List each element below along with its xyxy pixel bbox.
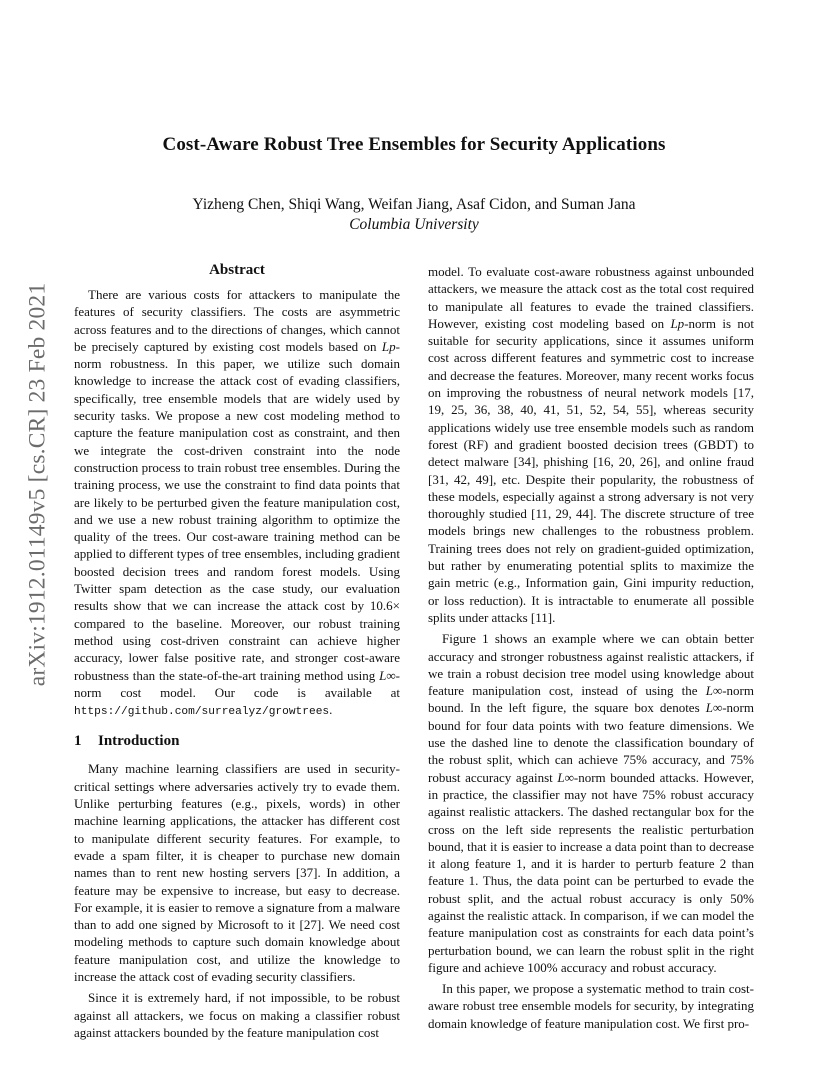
right-p1-text-b: -norm is not suitable for security applications, since it assumes uniform cost across different features and symmetric cost to increase and decrease the features. Moreover, many recent works focus on improving the robustness of neural network models [17, 19, 25, 36, 38, 40, 41, 51, 52, 54, 55], whereas security applications widely use tree ensemble models such as random forest (RF) and gradient boosted decision trees (GBDT) to detect malware [34], phishing [16, 20, 26], and online fraud [31, 42, 49], etc. Despite their popularity, the robustness of these models, especially against a strong adversary is not very thoroughly studied [11, 29, 44]. The discrete structure of tree models brings new challenges to the robustness problem. Training trees does not rely on gradient-guided optimization, but rather by enumerating potential splits to maximize the gain metric (e.g., Information gain, Gini impurity reduction, or loss reduction). It is intractable to enumerate all possible splits under attacks [11]. (428, 315, 754, 625)
section-number: 1 (74, 733, 82, 750)
intro-paragraph-1: Many machine learning classifiers are used in security-critical settings where adversaries actively try to evade them. Unlike perturbing features (e.g., pixels, words) in other machine learning applications, the attacker has different cost to manipulate different security features. For example, to evade a spam filter, it is cheaper to purchase new domain names than to rent new hosting servers [37]. In addition, a feature may be expensive to increase, but easy to decrease. For example, it is easier to remove a signature from a malware than to add one signed by Microsoft to it [27]. We need cost modeling methods to capture such domain knowledge about feature manipulation cost, and utilize the knowledge to increase the attack cost of evading security classifiers. (74, 761, 400, 984)
section-title: Introduction (98, 733, 180, 750)
abstract-period: . (329, 702, 333, 718)
right-p2-text-b: -norm bound. In the left figure, the square box denotes (428, 683, 754, 716)
linf-norm-symbol: L∞ (557, 769, 574, 785)
abstract-text-3: -norm cost model. Our code is available at (74, 667, 400, 700)
arxiv-stamp-text: arXiv:1912.01149v5 [cs.CR] 23 Feb 2021 (24, 282, 51, 686)
right-p2-text-a: Figure 1 shows an example where we can obtain better accuracy and stronger robustness against realistic attackers, if we train a robust decision tree model using knowledge about feature manipulation cost, instead of using the (428, 631, 754, 699)
right-column (428, 263, 754, 1032)
linf-norm-symbol: L∞ (379, 667, 396, 683)
right-p2-text-c: -norm bound for four data points with two feature dimensions. We use the dashed line to denote the classification boundary of the robust split, which can achieve 75% accuracy, and 75% robust accuracy against (428, 700, 754, 785)
arxiv-identifier-stamp (22, 282, 54, 686)
introduction-heading (74, 733, 400, 750)
author-list: Yizheng Chen, Shiqi Wang, Weifan Jiang, Asaf Cidon, and Suman Jana (192, 196, 636, 213)
linf-norm-symbol: L∞ (705, 700, 723, 716)
linf-norm-symbol: L∞ (705, 683, 723, 699)
right-p1-text-a: model. To evaluate cost-aware robustness against unbounded attackers, we measure the attack cost as the total cost required to manipulate all features to evade the trained classifiers. However, existing cost modeling based on (428, 264, 754, 331)
abstract-text-2: -norm robustness. In this paper, we utilize such domain knowledge to increase the attack cost of evading classifiers, specifically, tree ensemble models that are widely used by security tasks. We propose a new cost modeling method to capture the feature manipulation cost as constraint, and then we integrate the cost-driven constraint into the node construction process to train robust tree ensembles. During the training process, we use the constraint to find data points that are likely to be perturbed given the feature manipulation cost, and we use a new robust training algorithm to optimize the quality of the trees. Our cost-aware training method can be applied to different types of tree ensembles, including gradient boosted decision trees and random forest models. Using Twitter spam detection as the case study, our evaluation results show that we can increase the attack cost by 10.6× compared to the baseline. Moreover, our robust training method using cost-driven constraint can achieve higher accuracy, lower false positive rate, and stronger cost-aware robustness than the state-of-the-art training method using (74, 338, 400, 683)
lp-norm-symbol: Lp (381, 338, 396, 354)
code-repository-link[interactable]: https://github.com/surrealyz/growtrees (74, 706, 330, 719)
abstract-paragraph (74, 286, 400, 721)
abstract-text-1: There are various costs for attackers to manipulate the features of security classifiers. The costs are asymmetric across features and to the directions of changes, which cannot be precisely captured by existing cost models based on (74, 287, 400, 354)
lp-norm-symbol: Lp (670, 315, 685, 331)
abstract-heading: Abstract (209, 262, 265, 278)
right-paragraph-3: In this paper, we propose a systematic method to train cost-aware robust tree ensemble models for security, by integrating domain knowledge of feature manipulation cost. We first pro- (428, 981, 754, 1031)
right-paragraph-2 (428, 630, 754, 976)
affiliation: Columbia University (349, 216, 479, 233)
intro-paragraph-2: Since it is extremely hard, if not impossible, to be robust against all attackers, we focus on making a classifier robust against attackers bounded by the feature manipulation cost (74, 990, 400, 1040)
paper-title: Cost-Aware Robust Tree Ensembles for Security Applications (162, 134, 666, 155)
right-paragraph-1 (428, 263, 754, 626)
right-p2-text-d: -norm bounded attacks. However, in practice, the classifier may not have 75% robust accuracy against realistic attackers. The dashed rectangular box for the cross on the left side represents the realistic perturbation bound, that it is easier to increase a data point than to decrease it along feature 1, and it is harder to perturb feature 2 than feature 1. Thus, the data point can be perturbed to evade the robust split, and the actual robust accuracy is only 50% against the realistic attack. In comparison, if we can model the feature manipulation cost as constraints for each data point’s perturbation bound, we can learn the robust split in the right figure and achieve 100% accuracy and robust accuracy. (428, 769, 754, 975)
left-column (74, 262, 400, 1041)
